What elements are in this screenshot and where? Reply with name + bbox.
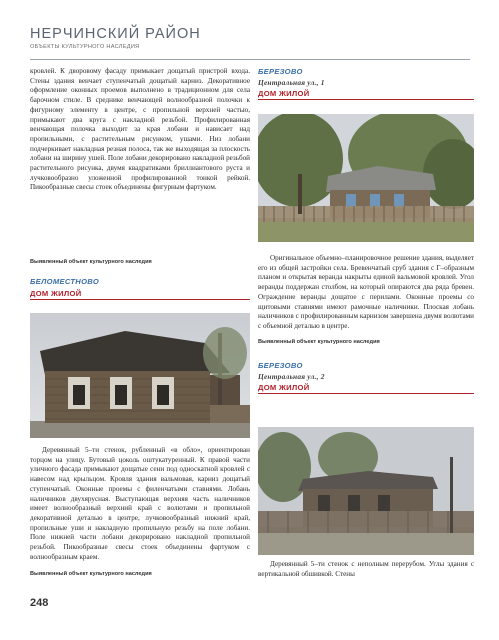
photo-belomestnovo-house xyxy=(30,313,250,438)
section-subtitle: ОБЪЕКТЫ КУЛЬТУРНОГО НАСЛЕДИЯ xyxy=(30,44,140,50)
right-text-2: Деревянный 5–ти стенок с неполным перерубом. Углы здания с вертикальной обшивкой. Стены xyxy=(258,560,474,578)
photo-berezovo-house-2 xyxy=(258,427,474,555)
right-heading-rule-2 xyxy=(258,393,474,394)
left-heading-rule xyxy=(30,299,250,300)
right-column xyxy=(258,67,474,100)
right-column-middle xyxy=(258,254,474,394)
left-column-lower xyxy=(30,446,250,577)
right-street-2: Центральная ул., 2 xyxy=(258,372,325,381)
right-heading-2: ДОМ ЖИЛОЙ xyxy=(258,383,310,392)
right-street-1: Центральная ул., 1 xyxy=(258,78,325,87)
running-header xyxy=(30,26,480,50)
right-caption-1: Выявленный объект культурного наследия xyxy=(258,339,380,345)
left-place-2: БЕЛОМЕСТНОВО xyxy=(30,277,100,286)
left-caption-2: Выявленный объект культурного наследия xyxy=(30,571,152,577)
page-number: 248 xyxy=(30,597,49,609)
district-title: НЕРЧИНСКИЙ РАЙОН xyxy=(30,26,201,42)
right-place-2: БЕРЕЗОВО xyxy=(258,361,303,370)
right-place-1: БЕРЕЗОВО xyxy=(258,67,303,76)
right-heading-rule-1 xyxy=(258,99,474,100)
photo-berezovo-house-1 xyxy=(258,114,474,242)
left-text-2: Деревянный 5–ти стенок, рубленный «в обло», ориентирован торцом на улицу. Бутовый цоколь оштукатуренный. К правой части уличного фасада примыкают дощатые сени под односкатной кровлей с навесом над крыльцом. Кровля здания вальмовая, карниз дощатый ступенчатый. Оконные проемы с филенчатыми ставнями. Лобань наличников двухярусная. Выступающая верхняя часть наличников имеет волнообразный верхний край с волютами и пропильной декоративной деталью в центре, лучковообразный нижний край, пропильные уши и накладную пропильную резьбу на поле лобани. Поле нижней части лобани декорировано накладной пропильной резьбой. Пикообразные свесы стоек объединены фартуком с волнообразным краем. xyxy=(30,446,250,561)
right-text-1: Оригинальное объемно–планировочное решение здания, выделяет его из общей застройки села. Бревенчатый сруб здания с Г–образным планом и открытая веранда накрыты единой вальмовой кровлей. Угол веранды поддержан столбом, на который опираются два ряда бревен. Ограждение веранды дощатое с перилами. Оконные проемы со щитовыми ставнями имеют рамочные наличники. Плоская лобань наличников с профилированным карнизом завершена двумя волютами с объемной деталью в центре. xyxy=(258,254,474,330)
left-caption-1: Выявленный объект культурного наследия xyxy=(30,259,152,265)
left-column xyxy=(30,67,250,300)
left-text-1: кровлей. К дворовому фасаду примыкает дощатый пристрой входа. Стены здания венчает ступенчатый дощатый карниз. Декоративное оформление оконных проемов выполнено в традиционном для села барочном стиле. В среднике венчающей волнообразной полочки к фигурному элементу в центре, с пропильной верхней частью, примыкают два круга с накладной резьбой. Профилированная венчающая полочка выходит за края лобани и нависает над пропильными, с растительным рисунком, ушами. Низ лобани подчеркивает накладная резная полоса, так же выходящая за плоскость лобани на ширину ушей. Поле лобани декорировано накладной резьбой растительного рисунка, двумя квадратиками бриллиантового руста и лучковообразно уложенной профилированной тонкой рейкой. Пикообразные свесы стоек объединены фигурным фартуком. xyxy=(30,67,250,192)
header-divider xyxy=(30,59,470,60)
right-column-lower xyxy=(258,560,474,579)
left-heading-2: ДОМ ЖИЛОЙ xyxy=(30,289,82,298)
right-heading-1: ДОМ ЖИЛОЙ xyxy=(258,89,310,98)
